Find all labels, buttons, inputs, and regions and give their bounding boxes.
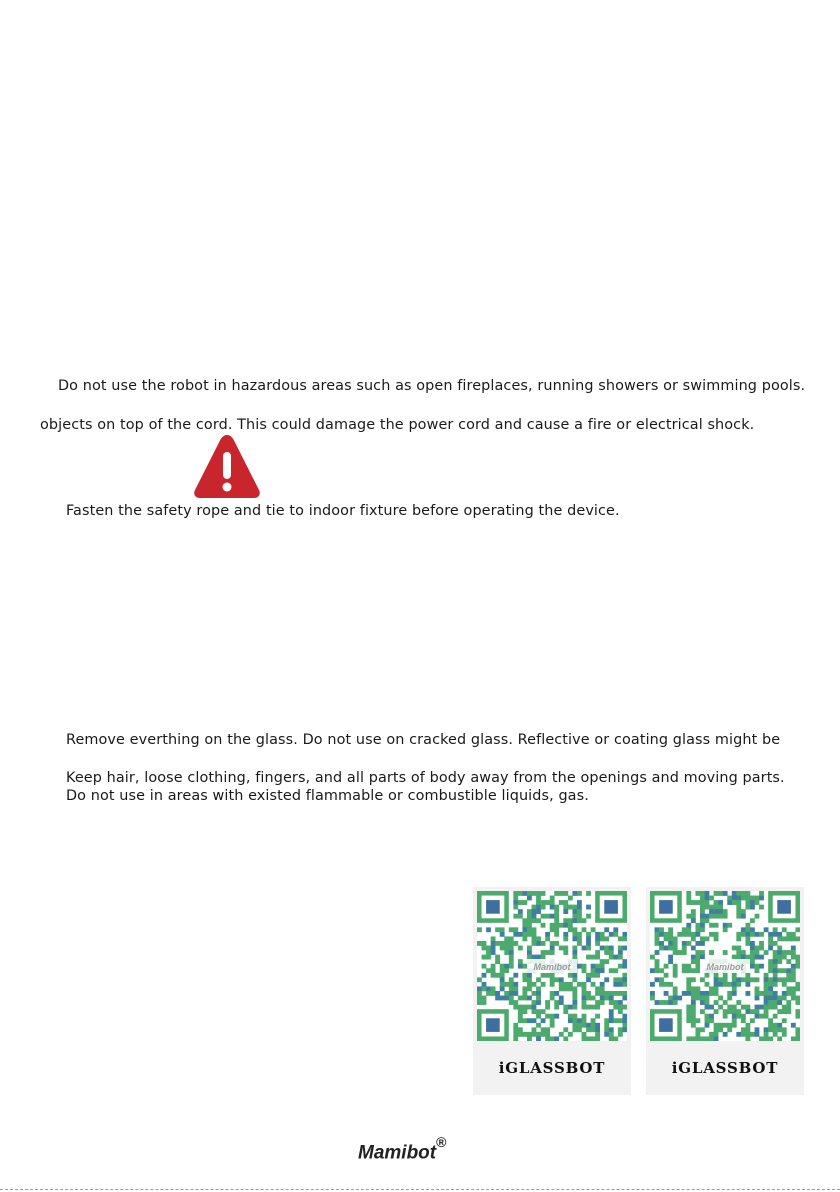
registered-mark: ® [436,1134,447,1150]
qr-code-image [650,891,800,1041]
safety-line-power-cord: objects on top of the cord. This could damage the power cord and cause a fire or electrical shock. [40,417,755,433]
brand-name: Mamibot [358,1142,437,1164]
qr-code-image [477,891,627,1041]
page-cut-line [0,1189,840,1190]
qr-code-label: iGLASSBOT [498,1059,606,1077]
safety-line-flammable: Do not use in areas with existed flammable or combustible liquids, gas. [66,788,589,804]
qr-code-block [646,887,804,1095]
qr-code-label: iGLASSBOT [671,1059,779,1077]
qr-center-logo-text: Mamibot [706,962,744,972]
safety-line-safety-rope: Fasten the safety rope and tie to indoor fixture before operating the device. [66,503,620,519]
brand-logo [358,1134,447,1164]
qr-center-logo-text: Mamibot [533,962,571,972]
safety-line-glass: Remove everthing on the glass. Do not use on cracked glass. Reflective or coating glass might be [66,732,781,748]
qr-code-block [473,887,631,1095]
warning-triangle-icon [192,432,262,500]
safety-line-body-parts: Keep hair, loose clothing, fingers, and all parts of body away from the openings and moving parts. [66,770,785,786]
safety-line-hazardous-areas: Do not use the robot in hazardous areas such as open fireplaces, running showers or swimming pools. [58,378,806,394]
